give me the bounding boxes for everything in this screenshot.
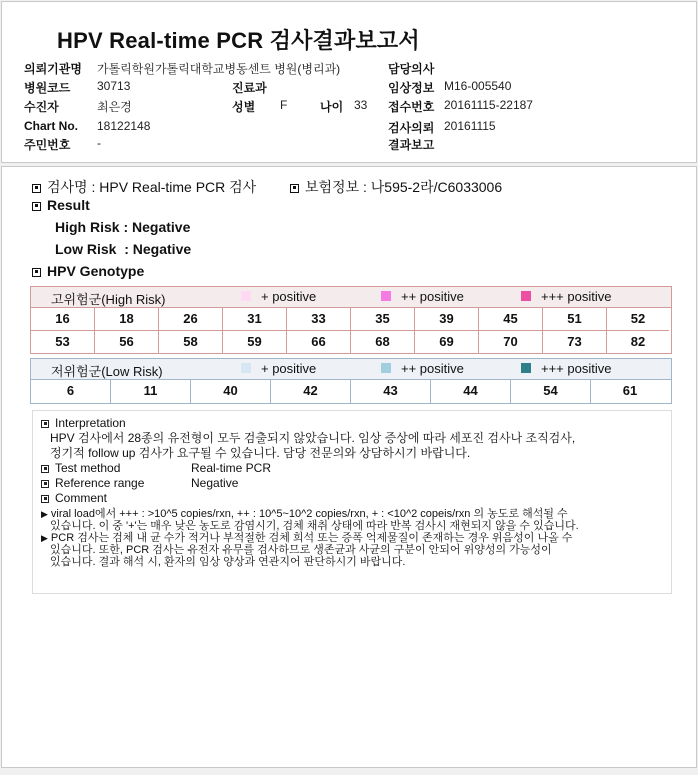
checkbox-bullet-icon xyxy=(41,495,49,503)
genotype-cell: 44 xyxy=(431,380,511,403)
test-method-line xyxy=(41,461,120,475)
clinical-label: 임상정보 xyxy=(388,81,435,95)
genotype-cell: 42 xyxy=(271,380,351,403)
plus-two-swatch-icon xyxy=(381,363,391,373)
genotype-cell: 35 xyxy=(351,308,415,331)
high-risk-result: High Risk : Negative xyxy=(55,219,191,235)
comment-2-line-1 xyxy=(41,532,572,544)
genotype-cell: 39 xyxy=(415,308,479,331)
genotype-cell: 68 xyxy=(351,331,415,354)
bullet-square-icon xyxy=(32,202,41,211)
bullet-square-icon xyxy=(32,184,41,193)
chart-label: Chart No. xyxy=(24,119,78,133)
high-risk-title: 고위험군(High Risk) xyxy=(51,292,166,307)
comment-2-line-3: 있습니다. 결과 해석 시, 환자의 임상 양상과 연관지어 판단하시기 바랍니다. xyxy=(50,556,406,568)
hospital-code-label: 병원코드 xyxy=(24,81,71,95)
genotype-cell: 69 xyxy=(415,331,479,354)
test-name: 검사명 : HPV Real-time PCR 검사 xyxy=(47,179,257,195)
genotype-cell: 56 xyxy=(95,331,159,354)
triangle-bullet-icon: ▶ xyxy=(41,509,48,519)
plus-one-swatch-icon xyxy=(241,291,251,301)
genotype-cell: 43 xyxy=(351,380,431,403)
receipt-label: 접수번호 xyxy=(388,100,435,114)
patient-label: 수진자 xyxy=(24,100,59,114)
comment-1-line-2: 있습니다. 이 중 '+'는 매우 낮은 농도로 감염시기, 검체 채취 상태에 따라 반복 검사시 재현되지 않을 수 있습니다. xyxy=(50,520,579,532)
legend-plus-two: ++ positive xyxy=(401,289,464,304)
genotype-cell: 31 xyxy=(223,308,287,331)
legend-plus-three: +++ positive xyxy=(541,361,612,376)
report-title: HPV Real-time PCR 검사결과보고서 xyxy=(57,28,420,53)
genotype-cell: 51 xyxy=(543,308,607,331)
sex-label: 성별 xyxy=(232,100,256,114)
genotype-cell: 11 xyxy=(111,380,191,403)
result-heading-line xyxy=(32,197,90,213)
report-header xyxy=(1,1,697,163)
interpretation-heading: Interpretation xyxy=(55,416,126,430)
legend-plus-three: +++ positive xyxy=(541,289,612,304)
genotype-cell: 16 xyxy=(31,308,95,331)
genotype-cell: 45 xyxy=(479,308,543,331)
chart-value: 18122148 xyxy=(97,119,151,133)
legend-plus-one: + positive xyxy=(261,289,317,304)
checkbox-bullet-icon xyxy=(41,465,49,473)
plus-three-swatch-icon xyxy=(521,291,531,301)
genotype-cell: 66 xyxy=(287,331,351,354)
low-risk-title: 저위험군(Low Risk) xyxy=(51,364,163,379)
comment-label: Comment xyxy=(55,491,108,505)
clinical-value: M16-005540 xyxy=(444,79,512,93)
result-report-label: 결과보고 xyxy=(388,138,435,152)
genotype-cell: 73 xyxy=(543,331,607,354)
comment-2-line-2: 있습니다. 또한, PCR 검사는 유전자 유무를 검사하므로 생존균과 사균의 구분이 안되어 위양성의 가능성이 xyxy=(50,544,552,556)
insurance-line xyxy=(290,177,502,197)
comment-line xyxy=(41,491,107,505)
interpretation-line-1: HPV 검사에서 28종의 유전형이 모두 검출되지 않았습니다. 임상 증상에 따라 세포진 검사나 조직검사, xyxy=(50,431,576,445)
genotype-cell: 40 xyxy=(191,380,271,403)
genotype-cell: 6 xyxy=(31,380,111,403)
reference-range-label: Reference range xyxy=(55,476,145,490)
genotype-heading-line xyxy=(32,263,144,279)
plus-two-swatch-icon xyxy=(381,291,391,301)
sex-value: F xyxy=(280,98,288,112)
comment-1-text-1: viral load에서 +++ : >10^5 copies/rxn, ++ : 10^5~10^2 copies/rxn, + : <10^2 copeis/rxn 의 농도로 해석될 수 xyxy=(50,508,568,520)
plus-three-swatch-icon xyxy=(521,363,531,373)
institution-label: 의뢰기관명 xyxy=(24,62,82,76)
resident-label: 주민번호 xyxy=(24,138,71,152)
request-value: 20161115 xyxy=(444,119,496,133)
genotype-cell: 61 xyxy=(622,383,638,398)
bullet-square-icon xyxy=(32,268,41,277)
interpretation-box xyxy=(32,410,672,594)
test-method-label: Test method xyxy=(55,461,121,475)
patient-value: 최은경 xyxy=(97,100,132,114)
triangle-bullet-icon: ▶ xyxy=(41,533,48,543)
checkbox-bullet-icon xyxy=(41,480,49,488)
low-risk-genotype-table xyxy=(30,358,672,404)
age-label: 나이 xyxy=(320,100,344,114)
legend-plus-two: ++ positive xyxy=(401,361,464,376)
genotype-cell: 18 xyxy=(95,308,159,331)
resident-value: - xyxy=(97,136,101,150)
genotype-cell: 26 xyxy=(159,308,223,331)
genotype-cell: 54 xyxy=(511,380,591,403)
request-label: 검사의뢰 xyxy=(388,121,435,135)
genotype-cell: 82 xyxy=(630,334,646,349)
genotype-cell: 59 xyxy=(223,331,287,354)
plus-one-swatch-icon xyxy=(241,363,251,373)
insurance-info: 보험정보 : 나595-2라/C6033006 xyxy=(305,179,503,195)
reference-range-value: Negative xyxy=(191,476,239,490)
doctor-label: 담당의사 xyxy=(388,62,435,76)
genotype-cell: 58 xyxy=(159,331,223,354)
test-method-value: Real-time PCR xyxy=(191,461,272,475)
result-heading: Result xyxy=(47,197,90,213)
comment-1-line-1 xyxy=(41,508,568,520)
high-risk-genotype-table xyxy=(30,286,672,354)
low-risk-result: Low Risk : Negative xyxy=(55,241,192,257)
checkbox-bullet-icon xyxy=(41,420,49,428)
institution-value: 가톨릭학원가톨릭대학교병동센트 병원(병리과) xyxy=(97,62,341,76)
genotype-cell: 52 xyxy=(607,308,669,331)
genotype-cell: 53 xyxy=(31,331,95,354)
reference-range-line xyxy=(41,476,144,490)
genotype-cell: 33 xyxy=(287,308,351,331)
test-name-line xyxy=(32,177,256,197)
age-value: 33 xyxy=(354,98,368,112)
hospital-code-value: 30713 xyxy=(97,79,131,93)
department-label: 진료과 xyxy=(232,81,267,95)
low-risk-legend-bar xyxy=(31,359,671,380)
bullet-square-icon xyxy=(290,184,299,193)
interpretation-heading-line xyxy=(41,416,126,430)
receipt-value: 20161115-22187 xyxy=(444,98,533,112)
legend-plus-one: + positive xyxy=(261,361,317,376)
genotype-heading: HPV Genotype xyxy=(47,263,145,279)
high-risk-legend-bar xyxy=(31,287,671,308)
interpretation-line-2: 정기적 follow up 검사가 요구될 수 있습니다. 담당 전문의와 상담하시기 바랍니다. xyxy=(50,446,471,460)
genotype-cell: 70 xyxy=(479,331,543,354)
comment-2-text-1: PCR 검사는 검체 내 균 수가 적거나 부적절한 검체 희석 또는 증폭 억제물질이 존재하는 경우 위음성이 나올 수 xyxy=(50,532,573,544)
